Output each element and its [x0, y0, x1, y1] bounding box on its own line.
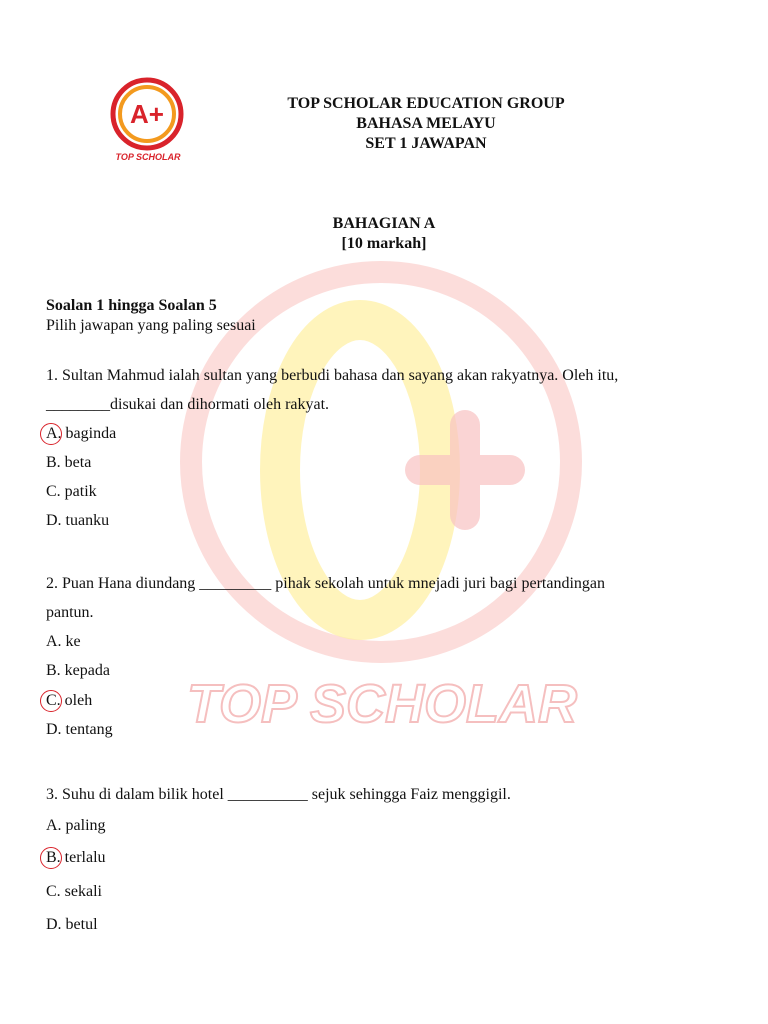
- answer-circle-icon: [40, 690, 62, 712]
- watermark-text: TOP SCHOLAR: [186, 674, 578, 734]
- org-title: TOP SCHOLAR EDUCATION GROUP: [287, 95, 565, 112]
- question-2-option-c: C. oleh: [46, 692, 93, 709]
- logo: [108, 76, 188, 164]
- section-title: BAHAGIAN A: [332, 215, 436, 232]
- question-2-option-a: A. ke: [46, 633, 81, 650]
- logo-text: TOP SCHOLAR: [115, 152, 181, 162]
- answer-circle-icon: [40, 847, 62, 869]
- question-3-line-1: 3. Suhu di dalam bilik hotel __________ sejuk sehingga Faiz menggigil.: [46, 786, 511, 803]
- question-3-option-a: A. paling: [46, 817, 106, 834]
- question-3-option-d: D. betul: [46, 916, 98, 933]
- instructions-heading: Soalan 1 hingga Soalan 5: [46, 297, 217, 314]
- logo-mark: A+: [130, 99, 164, 129]
- question-1-option-a: A. baginda: [46, 425, 117, 442]
- question-2-option-b: B. kepada: [46, 662, 110, 679]
- instructions-text: Pilih jawapan yang paling sesuai: [46, 317, 256, 334]
- question-1-line-2: ________disukai dan dihormati oleh rakyat.: [46, 396, 330, 413]
- question-2-line-2: pantun.: [46, 604, 94, 621]
- answer-circle-icon: [40, 423, 62, 445]
- question-1-line-1: 1. Sultan Mahmud ialah sultan yang berbudi bahasa dan sayang akan rakyatnya. Oleh itu,: [46, 367, 619, 384]
- subject-title: BAHASA MELAYU: [356, 115, 496, 132]
- question-2-line-1: 2. Puan Hana diundang _________ pihak sekolah untuk mnejadi juri bagi pertandingan: [46, 575, 605, 592]
- section-marks: [10 markah]: [341, 235, 427, 252]
- question-1-option-c: C. patik: [46, 483, 97, 500]
- question-1-option-b: B. beta: [46, 454, 92, 471]
- question-1-option-d: D. tuanku: [46, 512, 110, 529]
- question-3-option-c: C. sekali: [46, 883, 102, 900]
- question-2-option-d: D. tentang: [46, 721, 113, 738]
- question-3-option-b: B. terlalu: [46, 849, 106, 866]
- set-title: SET 1 JAWAPAN: [365, 135, 487, 152]
